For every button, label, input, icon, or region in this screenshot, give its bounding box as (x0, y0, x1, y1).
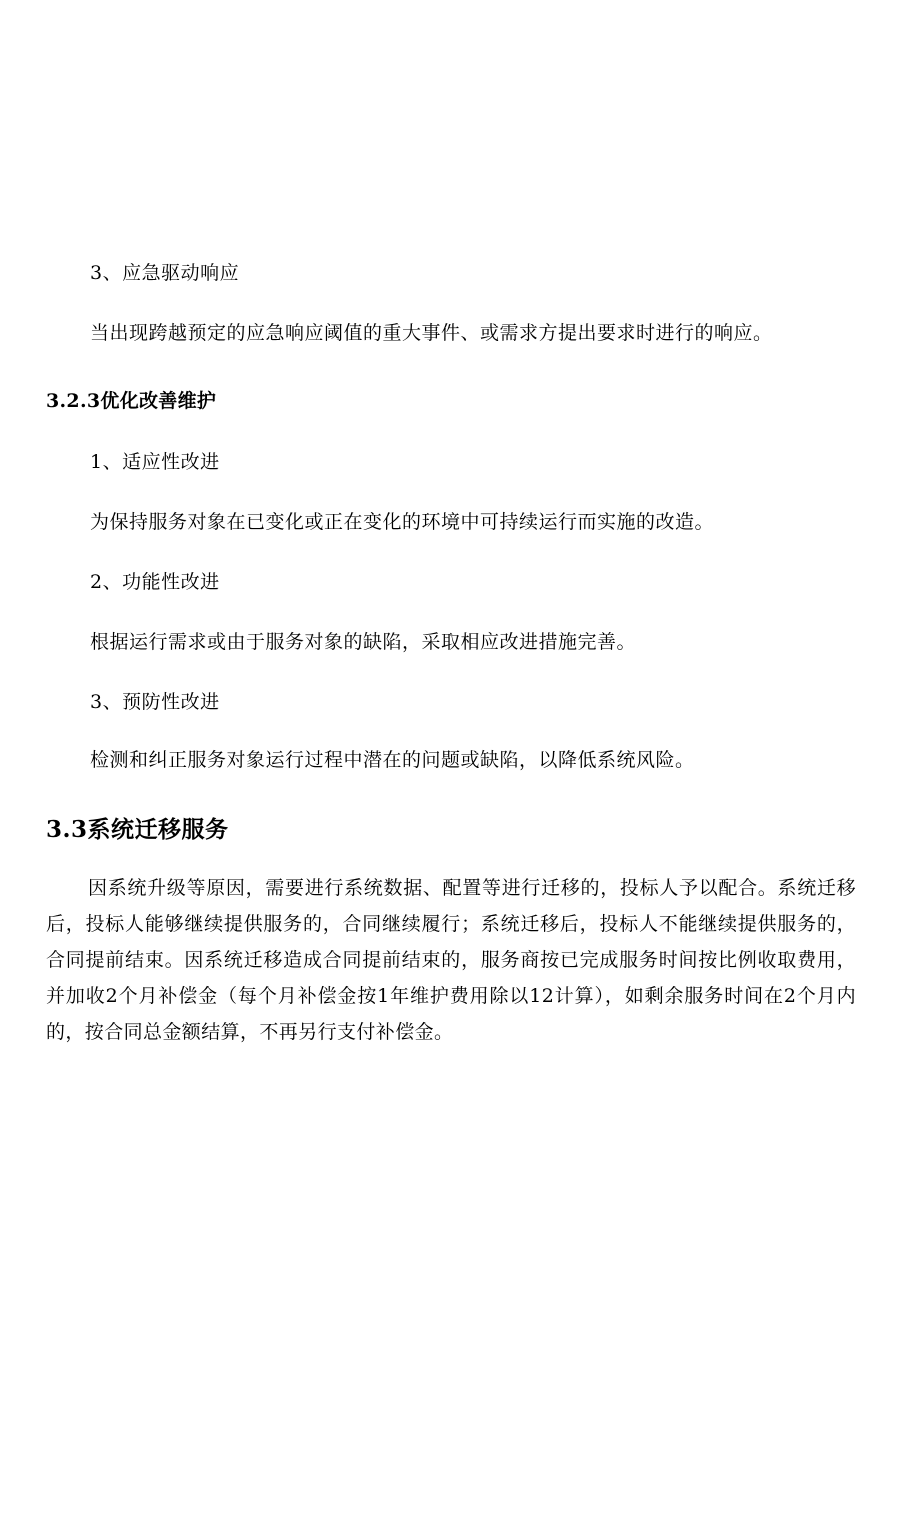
preventive-improvement-heading: 3、预防性改进 (90, 691, 220, 713)
section-3-2-3-title: 3.2.3优化改善维护 (46, 390, 217, 412)
section-3-3-title: 3.3系统迁移服务 (46, 816, 229, 843)
emergency-response-text: 当出现跨越预定的应急响应阈值的重大事件、或需求方提出要求时进行的响应。 (90, 322, 773, 344)
migration-paragraph: 因系统升级等原因，需要进行系统数据、配置等进行迁移的，投标人予以配合。系统迁移后，投标人能够继续提供服务的，合同继续履行；系统迁移后，投标人不能继续提供服务的，合同提前结束。因系统迁移造成合同提前结束的，服务商按已完成服务时间按比例收取费用，并加收2个月补偿金（每个月补偿金按1年维护费用除以12计算），如剩余服务时间在2个月内的，按合同总金额结算，不再另行支付补偿金。 (46, 877, 856, 1043)
preventive-improvement-text: 检测和纠正服务对象运行过程中潜在的问题或缺陷，以降低系统风险。 (90, 749, 695, 771)
functional-improvement-text: 根据运行需求或由于服务对象的缺陷，采取相应改进措施完善。 (90, 631, 637, 653)
emergency-response-heading: 3、应急驱动响应 (90, 262, 240, 284)
adaptive-improvement-text: 为保持服务对象在已变化或正在变化的环境中可持续运行而实施的改造。 (90, 511, 715, 533)
functional-improvement-heading: 2、功能性改进 (90, 571, 220, 593)
adaptive-improvement-heading: 1、适应性改进 (90, 451, 220, 473)
